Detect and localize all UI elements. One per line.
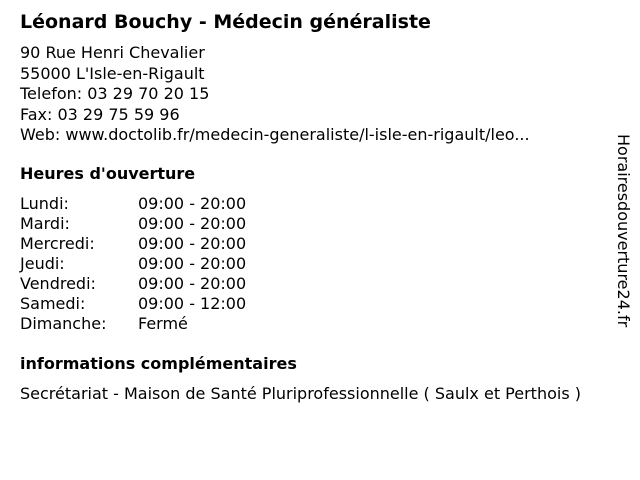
hours-row-sunday	[20, 314, 246, 334]
website-link[interactable]: Web: www.doctolib.fr/medecin-generaliste/l-isle-en-rigault/leo...	[20, 125, 530, 144]
time-range: 09:00 - 12:00	[138, 294, 247, 313]
hours-row-friday	[20, 274, 246, 294]
time-range: 09:00 - 20:00	[138, 234, 247, 253]
day-label: Dimanche:	[20, 314, 107, 333]
hours-row-wednesday	[20, 234, 246, 254]
street-address: 90 Rue Henri Chevalier	[20, 43, 205, 62]
day-label: Vendredi:	[20, 274, 96, 293]
hours-row-thursday	[20, 254, 246, 274]
time-range: 09:00 - 20:00	[138, 274, 247, 293]
fax-number: Fax: 03 29 75 59 96	[20, 104, 180, 124]
contact-block	[20, 43, 530, 146]
watermark	[612, 134, 636, 374]
hours-row-monday	[20, 194, 246, 214]
time-range: 09:00 - 20:00	[138, 194, 247, 213]
hours-row-tuesday	[20, 214, 246, 234]
day-label: Lundi:	[20, 194, 69, 213]
info-text: Secrétariat - Maison de Santé Pluriprofessionnelle ( Saulx et Perthois )	[20, 384, 581, 403]
day-label: Mardi:	[20, 214, 70, 233]
opening-hours	[20, 194, 246, 334]
time-range: Fermé	[138, 314, 188, 333]
time-range: 09:00 - 20:00	[138, 254, 247, 273]
city-address: 55000 L'Isle-en-Rigault	[20, 63, 205, 83]
day-label: Samedi:	[20, 294, 86, 313]
hours-heading: Heures d'ouverture	[20, 164, 196, 183]
page-title: Léonard Bouchy - Médecin généraliste	[20, 11, 431, 33]
day-label: Mercredi:	[20, 234, 95, 253]
watermark-text: Horairesdouverture24.fr	[614, 134, 633, 328]
info-heading: informations complémentaires	[20, 354, 297, 373]
hours-row-saturday	[20, 294, 246, 314]
time-range: 09:00 - 20:00	[138, 214, 247, 233]
day-label: Jeudi:	[20, 254, 65, 273]
phone-number: Telefon: 03 29 70 20 15	[20, 84, 210, 103]
